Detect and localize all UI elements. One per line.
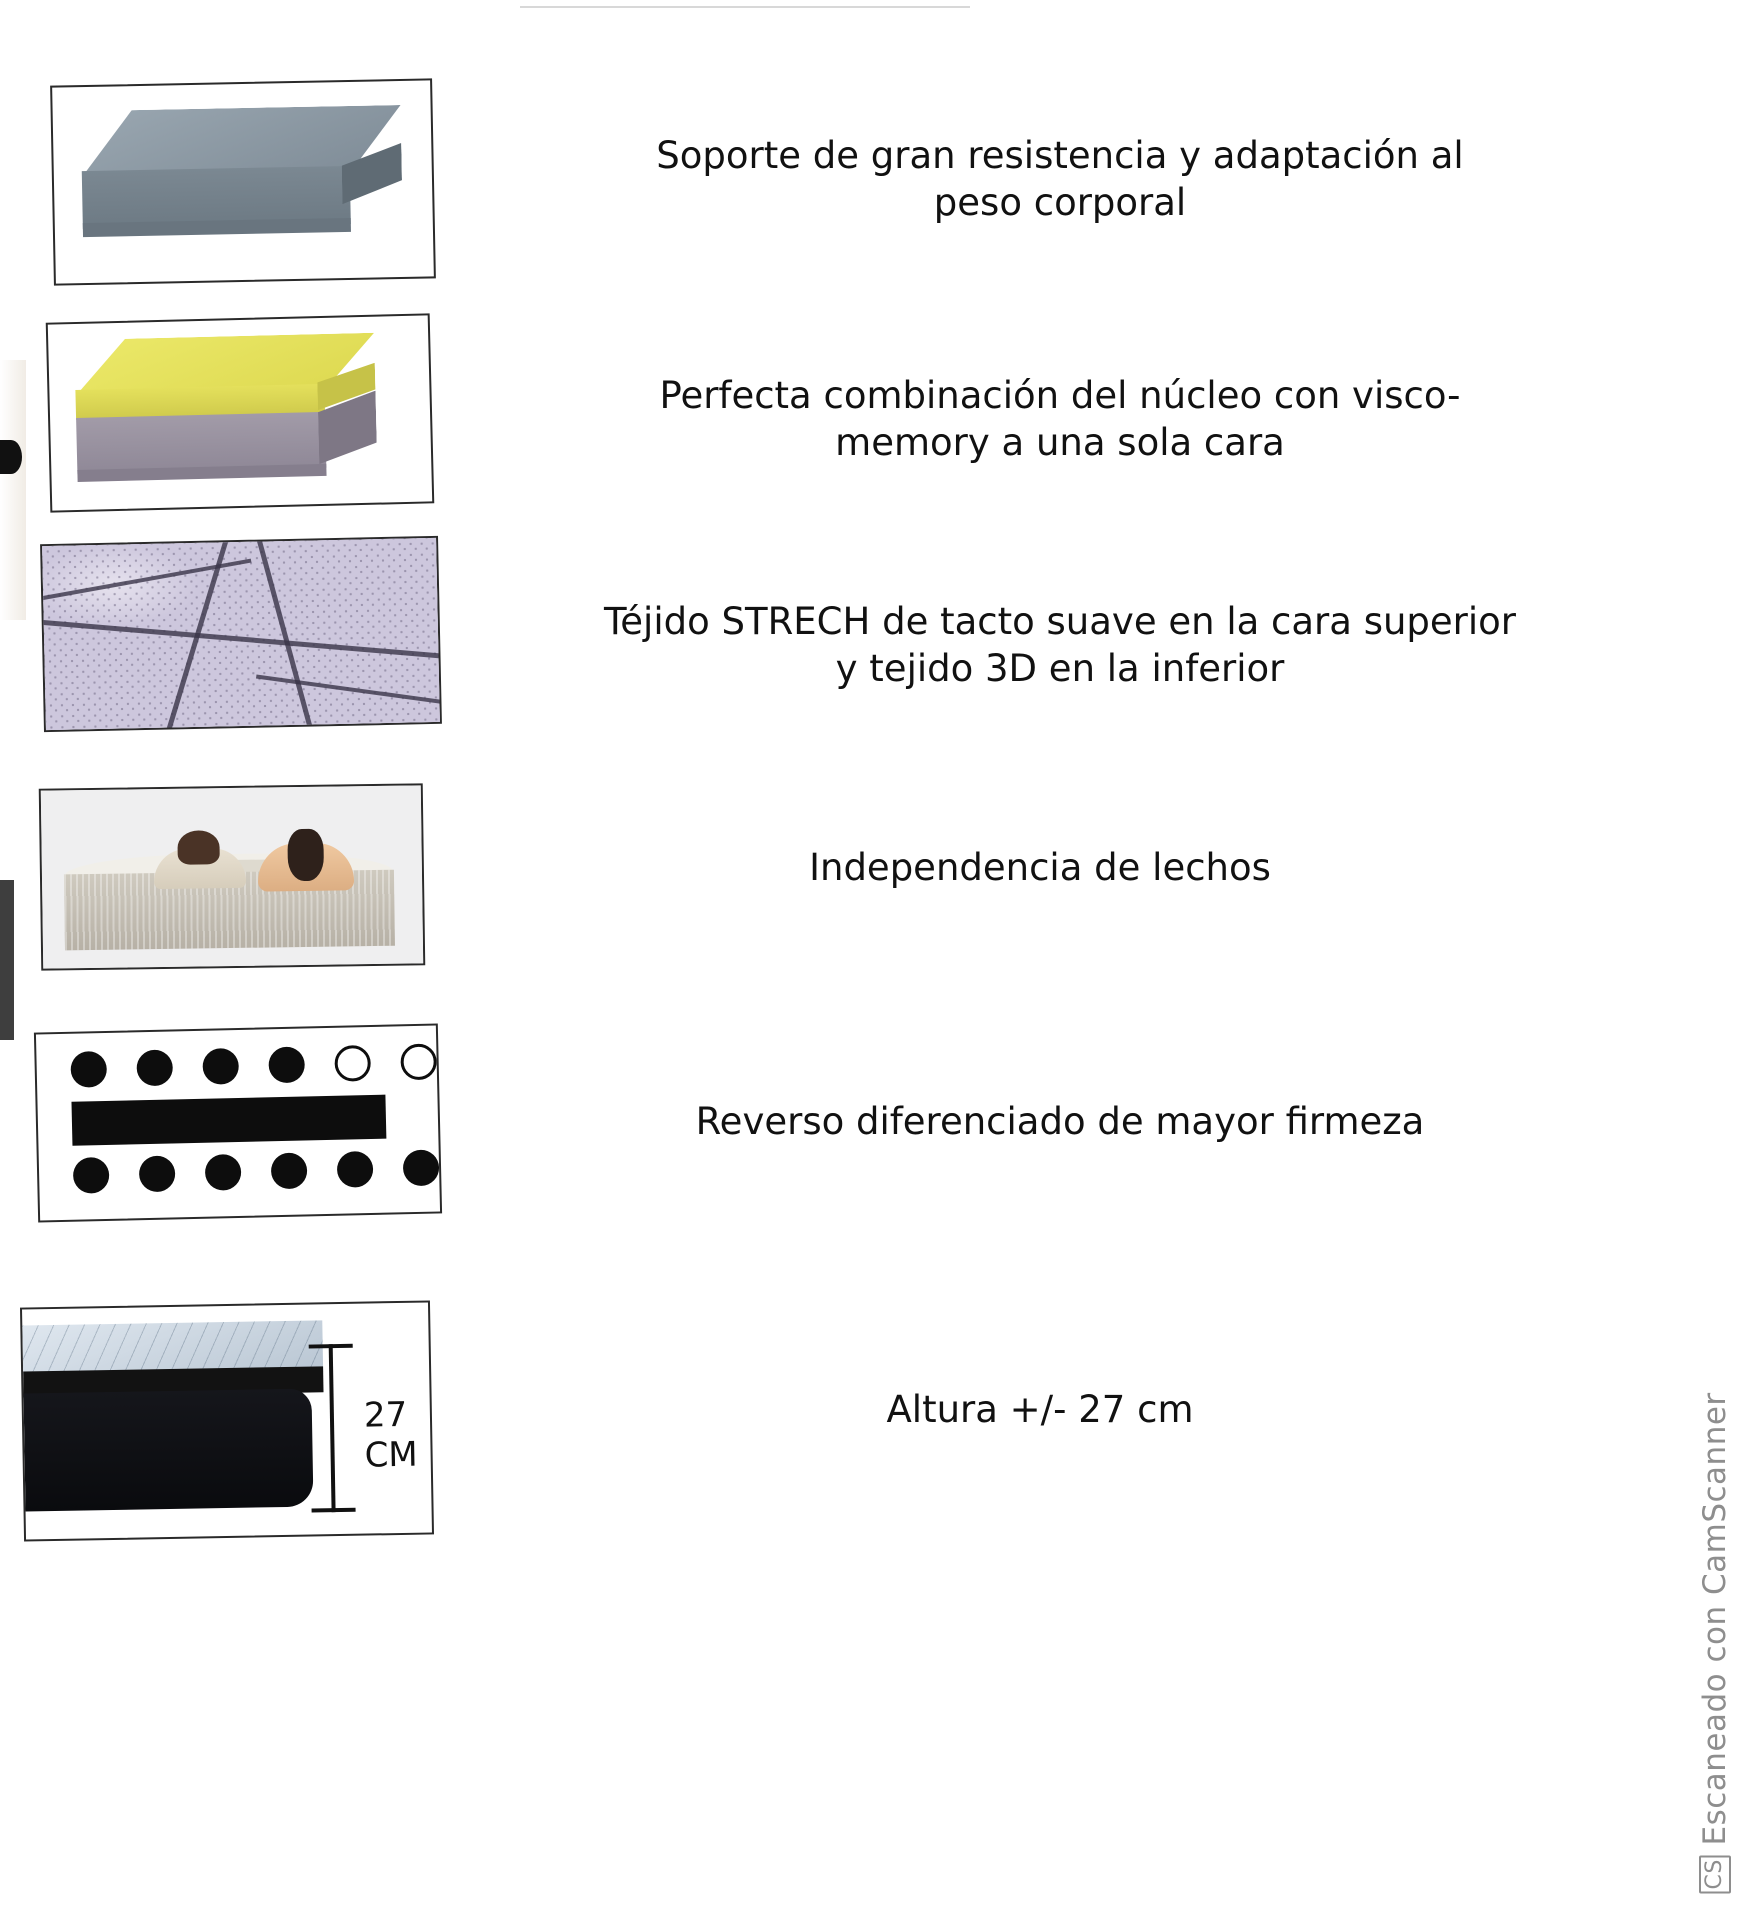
camscanner-text: Escaneado con CamScanner <box>1697 1392 1733 1846</box>
sleeper-left-hair <box>177 830 219 865</box>
spring-dot-hollow <box>400 1043 437 1080</box>
firm-core-bar <box>71 1095 386 1146</box>
spring-dot-filled <box>136 1049 173 1086</box>
quilted-fabric-closeup-image <box>40 536 442 732</box>
feature-caption-soporte: Soporte de gran resistencia y adaptación al peso corporal <box>656 134 1464 225</box>
spring-dot-filled <box>202 1048 239 1085</box>
mattress-dark-body <box>23 1389 313 1512</box>
feature-caption-altura: Altura +/- 27 cm <box>886 1388 1194 1431</box>
spring-dot-filled <box>205 1154 242 1191</box>
visco-block-graphic <box>74 332 408 490</box>
height-measure-cap-top <box>309 1344 353 1349</box>
two-people-sleeping-photo-image <box>39 783 426 970</box>
height-measure-cap-bottom <box>312 1508 356 1513</box>
spring-dot-filled <box>139 1155 176 1192</box>
feature-caption-independencia: Independencia de lechos <box>809 846 1271 889</box>
sleeper-right-hair <box>287 829 324 881</box>
camscanner-badge: CS <box>1699 1856 1731 1894</box>
height-measure-value: 27 <box>363 1394 408 1436</box>
spring-dot-filled <box>403 1149 440 1186</box>
height-measure-unit: CM <box>364 1434 419 1476</box>
feature-caption-nucleo-visco: Perfecta combinación del núcleo con visco-memory a una sola cara <box>659 374 1461 465</box>
camscanner-watermark <box>1697 1392 1733 1894</box>
spring-dot-filled <box>70 1051 107 1088</box>
foam-block-graphic <box>81 105 404 251</box>
spring-dot-filled <box>73 1157 110 1194</box>
spring-dot-filled <box>337 1151 374 1188</box>
spring-row-top <box>70 1043 437 1087</box>
spring-dot-filled <box>271 1152 308 1189</box>
yellow-visco-layer-block-image <box>46 313 435 512</box>
spring-dot-filled <box>268 1046 305 1083</box>
blue-foam-core-block-image <box>50 78 436 285</box>
feature-caption-reverso: Reverso diferenciado de mayor firmeza <box>695 1100 1425 1143</box>
spring-row-bottom <box>73 1149 440 1193</box>
fabric-texture <box>42 538 440 730</box>
height-measure-line <box>329 1344 336 1512</box>
mattress-height-photo-image <box>20 1300 434 1541</box>
spring-dot-hollow <box>334 1045 371 1082</box>
spring-layer-diagram-image <box>34 1023 442 1222</box>
feature-caption-tejido: Téjido STRECH de tacto suave en la cara superior y tejido 3D en la inferior <box>603 600 1517 691</box>
